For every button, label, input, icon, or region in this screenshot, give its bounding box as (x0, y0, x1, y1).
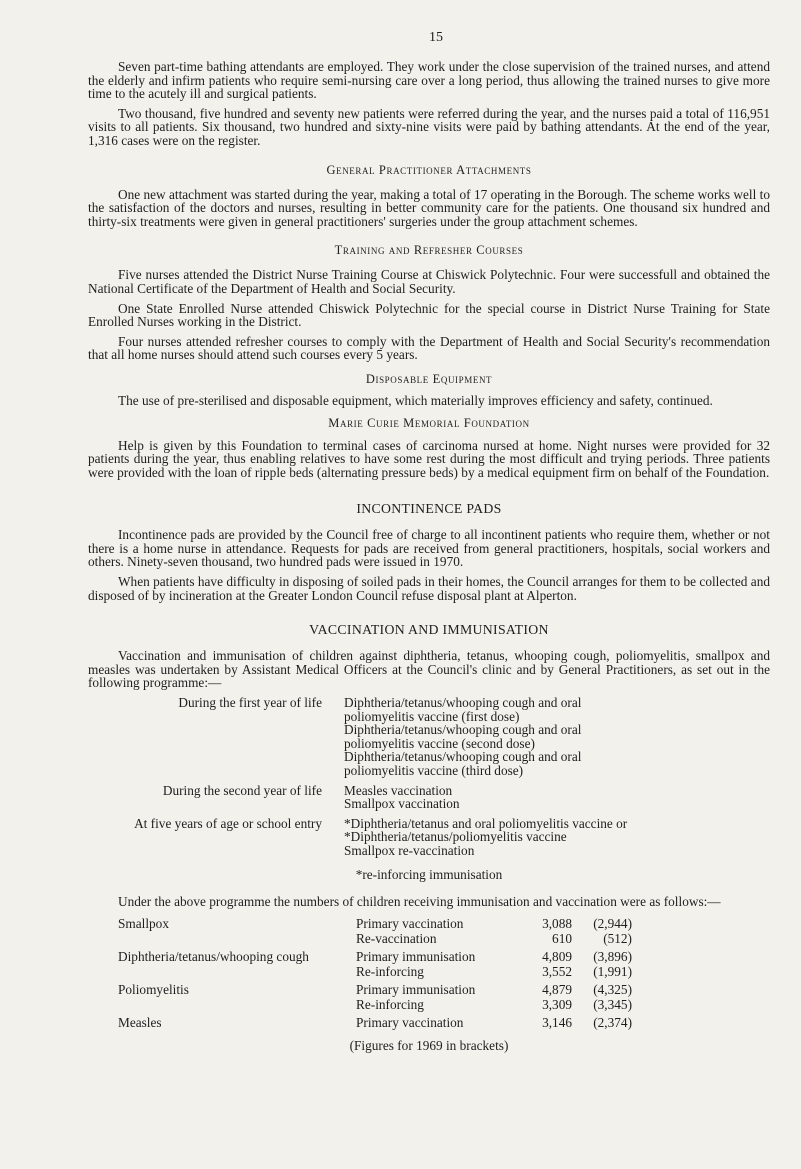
programme-line: *Diphtheria/tetanus and oral poliomyelitis vaccine or (344, 815, 628, 831)
vaccination-intro: Vaccination and immunisation of children against diphtheria, tetanus, whooping cough, poliomyelitis, smallpox and measles was undertaken by Assistant Medical Officers at the Council's clinic and by General Practitioners, as set out in the following programme:— (88, 648, 770, 691)
intro-paragraph: Two thousand, five hundred and seventy new patients were referred during the year, and the nurses paid a total of 116,951 visits to all patients. Six thousand, two hundred and sixty-nine visits were paid by bathing attendants. At the end of the year, 1,316 cases were on the register. (88, 105, 770, 148)
previous-count-cell: (2,944) (593, 916, 632, 932)
section-heading-vaccination: VACCINATION AND IMMUNISATION (309, 622, 549, 638)
programme-row (88, 784, 770, 811)
training-paragraph: Four nurses attended refresher courses to comply with the Department of Health and Social Security's recommendation that all home nurses should attend such courses every 5 years. (88, 333, 770, 363)
programme-age-label: During the first year of life (178, 695, 322, 711)
training-paragraph: One State Enrolled Nurse attended Chiswick Polytechnic for the special course in District Nurse Training for State Enrolled Nurses working in the District. (88, 300, 770, 330)
count-cell: 3,309 (542, 997, 572, 1013)
count-cell: 610 (552, 931, 572, 947)
previous-count-cell: (512) (603, 931, 632, 947)
type-cell: Re-inforcing (356, 964, 424, 980)
disease-cell: Poliomyelitis (118, 982, 189, 998)
document-page (88, 30, 770, 1054)
disease-cell (88, 931, 356, 946)
figures-note: (Figures for 1969 in brackets) (349, 1038, 509, 1054)
table-row (88, 1015, 770, 1030)
training-paragraph: Five nurses attended the District Nurse Training Course at Chiswick Polytechnic. Four were successfull and obtained the National Certificate of the Department of Health and Social Security. (88, 267, 770, 296)
programme-line: Smallpox re-vaccination (344, 842, 475, 858)
previous-count-cell: (2,374) (593, 1015, 632, 1031)
programme-line: poliomyelitis vaccine (first dose) (344, 708, 520, 724)
count-cell: 3,146 (542, 1015, 572, 1031)
programme-row (88, 817, 770, 858)
section-heading-training: Training and Refresher Courses (334, 243, 524, 258)
programme-footnote: *re-inforcing immunisation (355, 866, 503, 882)
incontinence-paragraph: Incontinence pads are provided by the Council free of charge to all incontinent patients who require them, whether or not there is a home nurse in attendance. Requests for pads are received from general practitioners, hospitals, social workers and others. Ninety-seven thousand, two hundred pads were issued in 1970. (88, 527, 770, 570)
disease-cell (88, 997, 356, 1012)
previous-count-cell: (1,991) (593, 964, 632, 980)
count-cell: 3,552 (542, 964, 572, 980)
disposable-paragraph: The use of pre-sterilised and disposable equipment, which materially improves efficiency and safety, continued. (118, 392, 713, 408)
curie-paragraph: Help is given by this Foundation to terminal cases of carcinoma nursed at home. Night nurses were provided for 32 patients during the year, thus enabling relatives to have some rest during the most difficult and trying periods. Three patients were provided with the loan of ripple beds (alternating pressure beds) by a medical equipment firm on behalf of the Foundation. (88, 437, 770, 480)
programme-line: Diphtheria/tetanus/whooping cough and oral (344, 695, 582, 711)
table-row (88, 997, 770, 1012)
table-row (88, 931, 770, 946)
section-heading-marie-curie: Marie Curie Memorial Foundation (328, 415, 530, 430)
section-heading-gp-attachments: General Practitioner Attachments (326, 162, 532, 177)
programme-age-label: At five years of age or school entry (134, 815, 322, 831)
type-cell: Primary immunisation (356, 949, 476, 965)
table-row (88, 916, 770, 931)
numbers-intro: Under the above programme the numbers of children receiving immunisation and vaccination were as follows:— (118, 893, 721, 909)
section-heading-disposable: Disposable Equipment (365, 371, 493, 386)
previous-count-cell: (3,345) (593, 997, 632, 1013)
type-cell: Re-vaccination (356, 931, 437, 947)
immunisation-table (88, 916, 770, 1030)
disease-cell: Smallpox (118, 916, 169, 932)
table-row (88, 949, 770, 964)
disease-cell: Diphtheria/tetanus/whooping cough (118, 949, 309, 965)
previous-count-cell: (4,325) (593, 982, 632, 998)
count-cell: 3,088 (542, 916, 572, 932)
programme-row (88, 696, 770, 778)
count-cell: 4,809 (542, 949, 572, 965)
programme-line: *Diphtheria/tetanus/poliomyelitis vaccine (344, 829, 567, 845)
intro-paragraph: Seven part-time bathing attendants are employed. They work under the close supervision of the trained nurses, and attend the elderly and infirm patients who require semi-nursing care over a long period, thus allowing the trained nurses to give more time to the acutely ill and surgical patients. (88, 59, 770, 102)
programme-line: poliomyelitis vaccine (third dose) (344, 763, 524, 778)
type-cell: Primary vaccination (356, 916, 464, 932)
type-cell: Primary immunisation (356, 982, 476, 998)
vaccination-programme (88, 696, 770, 858)
previous-count-cell: (3,896) (593, 949, 632, 965)
table-row (88, 964, 770, 979)
incontinence-paragraph: When patients have difficulty in disposing of soiled pads in their homes, the Council arranges for them to be collected and disposed of by incineration at the Greater London Council refuse disposal plant at Alperton. (88, 574, 770, 603)
type-cell: Primary vaccination (356, 1015, 464, 1031)
programme-age-label: During the second year of life (162, 782, 322, 798)
type-cell: Re-inforcing (356, 997, 424, 1013)
gp-paragraph: One new attachment was started during the year, making a total of 17 operating in the Borough. The scheme works well to the satisfaction of the doctors and nurses, resulting in better community care for the patients. One thousand six hundred and thirty-six treatments were given in general practitioners' surgeries under the group attachment schemes. (88, 186, 770, 229)
programme-line: poliomyelitis vaccine (second dose) (344, 735, 535, 751)
section-heading-incontinence: INCONTINENCE PADS (356, 501, 502, 517)
disease-cell (88, 964, 356, 979)
disease-cell: Measles (118, 1015, 162, 1031)
programme-line: Diphtheria/tetanus/whooping cough and oral (344, 749, 582, 765)
page-number: 15 (429, 30, 443, 45)
programme-line: Diphtheria/tetanus/whooping cough and oral (344, 722, 582, 738)
programme-line: Smallpox vaccination (344, 796, 460, 812)
count-cell: 4,879 (542, 982, 572, 998)
programme-line: Measles vaccination (344, 782, 453, 798)
table-row (88, 982, 770, 997)
